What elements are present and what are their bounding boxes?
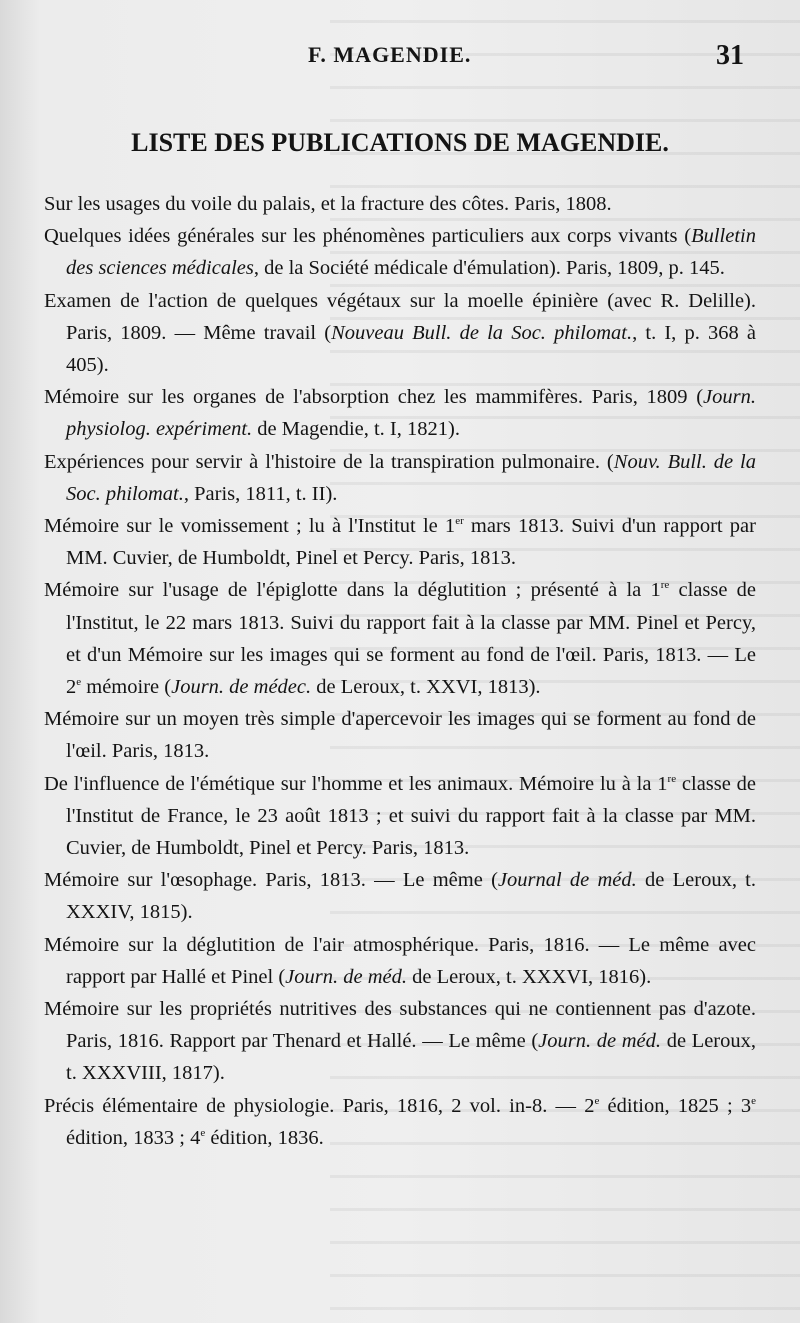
entry-text: Mémoire sur les propriétés nutritives des substances qui ne contiennent pas d'azote. Paris, 1816. Rapport par Thenard et Hallé. — Le même ( <box>44 998 756 1053</box>
entry-text: de Magendie, t. I, 1821). <box>252 418 460 441</box>
superscript: e <box>594 1094 600 1107</box>
entry-text: classe de l'Institut, le 22 mars 1813. Suivi du rapport fait à la classe par MM. Pinel et Percy, et d'un Mémoire sur les images qui se forment au fond de l'œil. Paris, 1813. — Le 2 <box>66 579 756 699</box>
journal-title: Bulletin des sciences médicales <box>66 225 756 280</box>
entry-text: de Leroux, t. XXVI, 1813). <box>311 676 541 699</box>
publication-entry <box>44 929 756 993</box>
superscript: er <box>455 515 464 528</box>
entry-text: Examen de l'action de quelques végétaux sur la moelle épinière (avec R. Delille). Paris, 1809. — Même travail ( <box>44 289 756 344</box>
entry-text: Mémoire sur un moyen très simple d'apercevoir les images qui se forment au fond de l'œil. Paris, 1813. <box>44 708 756 763</box>
entry-text: de Leroux, t. XXXIV, 1815). <box>66 869 757 924</box>
journal-title: Journ. de méd. <box>538 1030 662 1053</box>
entry-text: Mémoire sur la déglutition de l'air atmosphérique. Paris, 1816. — Le même avec rapport par Hallé et Pinel ( <box>44 933 756 988</box>
entry-text: Précis élémentaire de physiologie. Paris, 1816, 2 vol. in-8. — 2 <box>44 1094 595 1117</box>
entry-text: , t. I, p. 368 à 405). <box>66 321 757 377</box>
publication-entry <box>44 574 756 703</box>
entry-text: Mémoire sur les organes de l'absorption chez les mammifères. Paris, 1809 ( <box>44 386 704 409</box>
running-head <box>0 38 800 71</box>
entry-text: , Paris, 1811, t. II). <box>183 482 338 505</box>
publication-entry <box>44 864 756 928</box>
journal-title: Journal de méd. <box>497 869 637 892</box>
superscript: re <box>667 772 677 785</box>
publication-entry <box>44 188 756 220</box>
superscript: e <box>751 1094 756 1107</box>
publication-entry <box>44 703 756 767</box>
entry-text: Quelques idées générales sur les phénomènes particuliers aux corps vivants ( <box>44 225 692 248</box>
publication-entry <box>44 446 756 510</box>
running-title: F. MAGENDIE. <box>308 42 472 67</box>
publication-entry <box>44 993 756 1090</box>
publication-entry <box>44 220 756 284</box>
publication-list <box>44 188 756 1154</box>
entry-text: Sur les usages du voile du palais, et la fracture des côtes. Paris, 1808. <box>44 193 612 215</box>
journal-title: Journ. de méd. <box>285 965 407 988</box>
entry-text: mars 1813. Suivi d'un rapport par MM. Cuvier, de Humboldt, Pinel et Percy. Paris, 1813. <box>66 515 756 570</box>
entry-text: De l'influence de l'émétique sur l'homme et les animaux. Mémoire lu à la 1 <box>44 772 668 795</box>
page-number: 31 <box>716 40 744 71</box>
publication-entry <box>44 768 756 865</box>
entry-text: de Leroux, t. XXXVI, 1816). <box>407 965 652 988</box>
entry-text: mémoire ( <box>81 676 172 699</box>
list-title: LISTE DES PUBLICATIONS DE MAGENDIE. <box>131 128 669 157</box>
journal-title: Nouv. Bull. de la Soc. philomat. <box>66 450 756 505</box>
entry-text: , de la Société médicale d'émulation). Paris, 1809, p. 145. <box>253 257 725 280</box>
publication-entry <box>44 1090 756 1154</box>
publication-entry <box>44 381 756 445</box>
publication-entry <box>44 285 756 382</box>
superscript: e <box>200 1127 206 1140</box>
superscript: re <box>660 579 670 592</box>
entry-text: Mémoire sur l'œsophage. Paris, 1813. — Le même ( <box>44 869 498 892</box>
entry-text: édition, 1833 ; 4 <box>66 1126 201 1149</box>
entry-text: de Leroux, t. XXXVIII, 1817). <box>66 1030 757 1085</box>
entry-text: édition, 1825 ; 3 <box>599 1094 752 1117</box>
journal-title: Journ. de médec. <box>171 676 312 699</box>
superscript: e <box>76 676 82 689</box>
journal-title: Nouveau Bull. de la Soc. philomat. <box>331 321 633 344</box>
publication-entry <box>44 510 756 574</box>
entry-text: Expériences pour servir à l'histoire de la transpiration pulmonaire. ( <box>44 450 614 473</box>
entry-text: Mémoire sur l'usage de l'épiglotte dans la déglutition ; présenté à la 1 <box>44 579 661 602</box>
entry-text: Mémoire sur le vomissement ; lu à l'Institut le 1 <box>44 515 456 538</box>
entry-text: édition, 1836. <box>205 1126 324 1149</box>
entry-text: classe de l'Institut de France, le 23 août 1813 ; et suivi du rapport fait à la classe par MM. Cuvier, de Humboldt, Pinel et Percy. Paris, 1813. <box>66 772 757 860</box>
journal-title: Journ. physiolog. expériment. <box>66 386 756 441</box>
